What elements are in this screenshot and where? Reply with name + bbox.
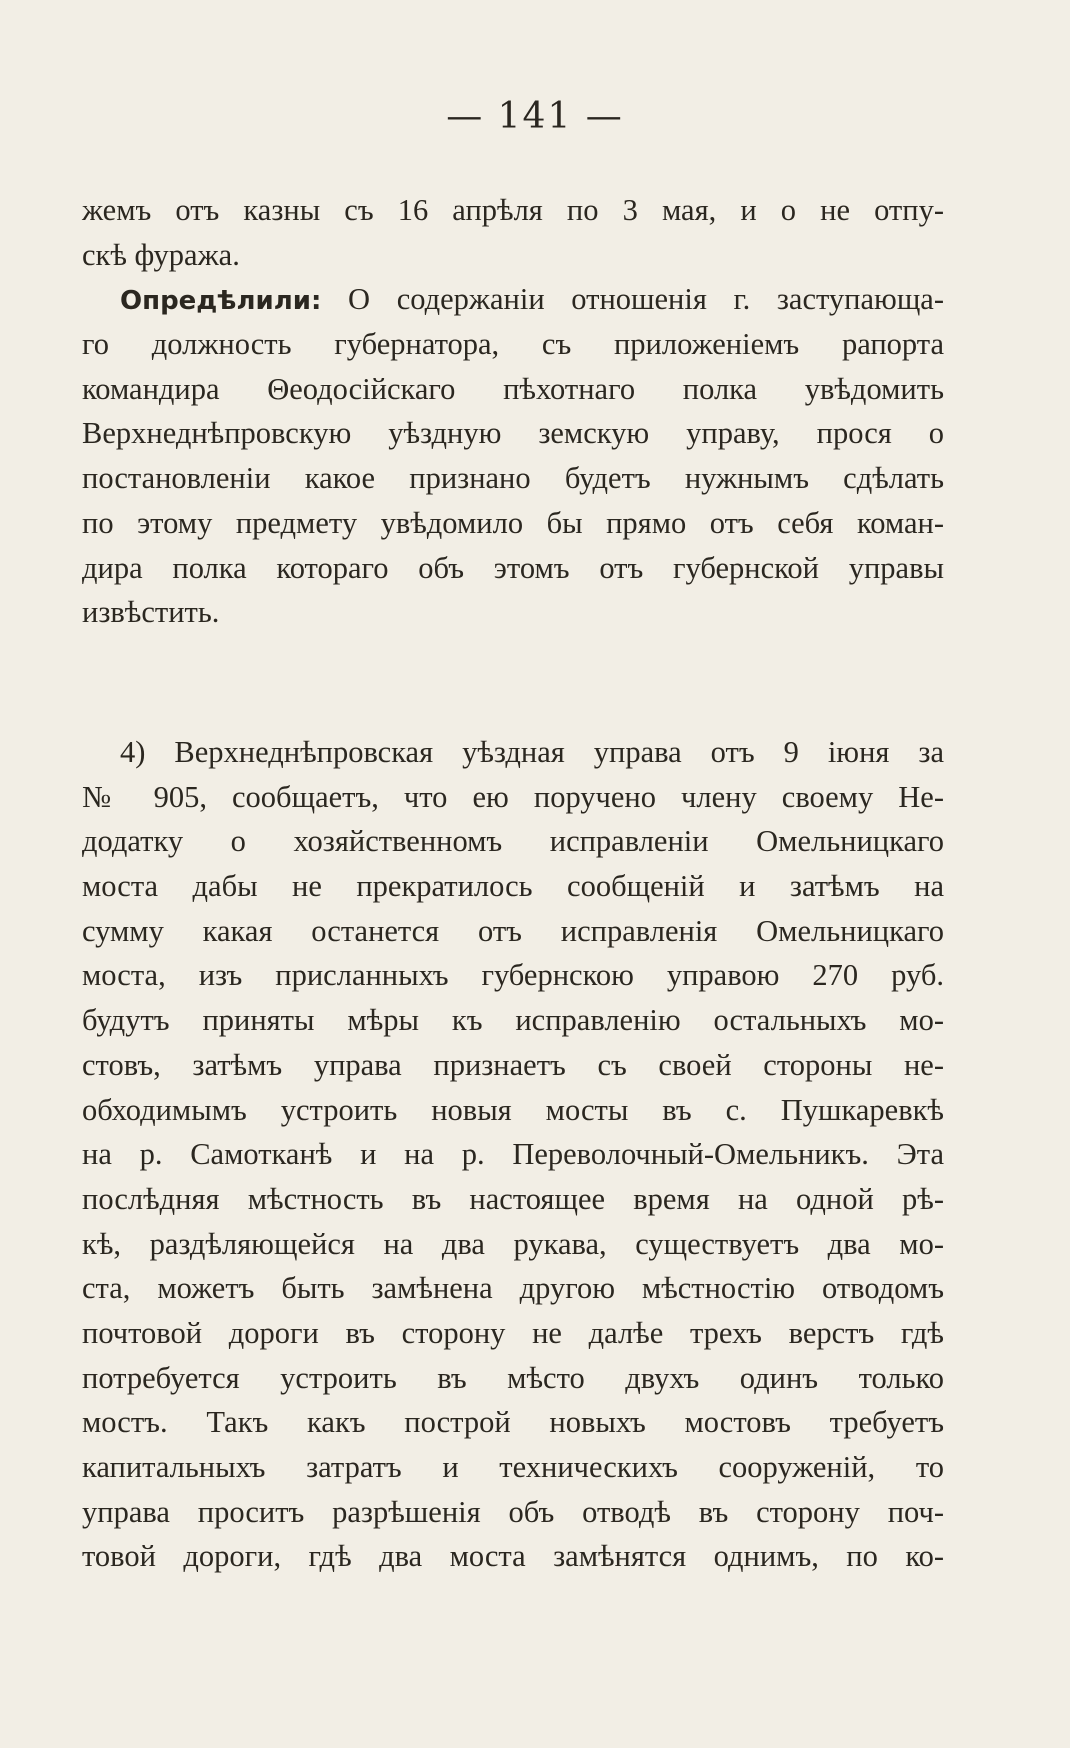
resolution-label: Опредѣлили: [120,286,322,317]
section-1-text [82,188,944,635]
text-line: извѣстить. [82,595,220,630]
text-line: по этому предмету увѣдомило бы прямо отъ себя коман- [82,505,944,540]
text-line: мостъ. Такъ какъ построй новыхъ мостовъ требуетъ [82,1405,944,1440]
text-line: 4) Верхнеднѣпровская уѣздная управа отъ 9 iюня за [120,735,944,769]
text-line: постановленiи какое признано будетъ нужнымъ сдѣлать [82,461,944,496]
text-line: управа проситъ разрѣшенiя объ отводѣ въ сторону поч- [82,1494,944,1529]
resolution-line [82,277,944,322]
text-line: Верхнеднѣпровскую уѣздную земскую управу, прося о [82,416,944,451]
text-line: сумму какая останется отъ исправленiя Омельницкаго [82,913,944,948]
text-line: почтовой дороги въ сторону не далѣе трехъ верстъ гдѣ [82,1315,944,1350]
resolution-text: О содержанiи отношенiя г. заступающа- [321,282,944,317]
text-line: № 905, сообщаетъ, что ею поручено члену своему Не- [82,779,944,814]
text-line: кѣ, раздѣляющейся на два рукава, существуетъ два мо- [82,1226,944,1261]
text-line: го должность губернатора, съ приложенiемъ рапорта [82,327,944,362]
page-number: — 141 — [446,96,624,137]
text-line: стовъ, затѣмъ управа признаетъ съ своей стороны не- [82,1047,944,1082]
text-line: моста, изъ присланныхъ губернскою управою 270 руб. [82,958,944,993]
text-line: командира Θеодосiйскаго пѣхотнаго полка увѣдомить [82,371,944,406]
text-line: товой дороги, гдѣ два моста замѣнятся однимъ, по ко- [82,1539,944,1574]
text-line: обходимымъ устроить новыя мосты въ с. Пушкаревкѣ [82,1092,944,1127]
text-line: скѣ фуража. [82,237,240,272]
text-line: будутъ приняты мѣры къ исправленiю остальныхъ мо- [82,1003,944,1038]
text-line: дира полка котораго объ этомъ отъ губернской управы [82,550,944,585]
text-line: ста, можетъ быть замѣнена другою мѣстностiю отводомъ [82,1271,944,1306]
text-line: додатку о хозяйственномъ исправленiи Омельницкаго [82,824,944,859]
section-2-text [82,730,944,1579]
text-line: капитальныхъ затратъ и техническихъ сооруженiй, то [82,1450,944,1484]
text-line: моста дабы не прекратилось сообщенiй и затѣмъ на [82,869,944,904]
text-line: жемъ отъ казны съ 16 апрѣля по 3 мая, и о не отпу- [82,193,944,227]
text-line: на р. Самотканѣ и на р. Переволочный-Омельникъ. Эта [82,1137,944,1172]
text-line: послѣдняя мѣстность въ настоящее время на одной рѣ- [82,1181,944,1216]
text-line: потребуется устроить въ мѣсто двухъ одинъ только [82,1360,944,1395]
